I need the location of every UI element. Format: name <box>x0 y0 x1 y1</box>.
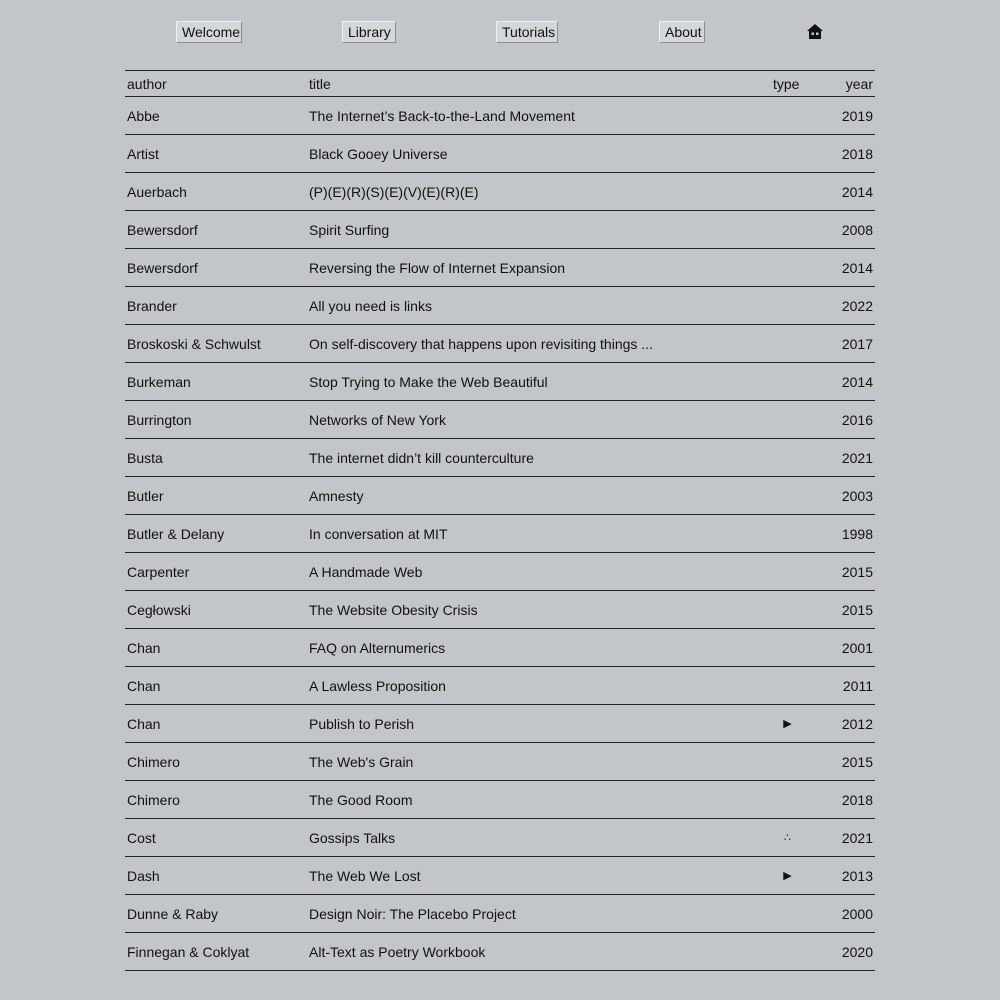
author-cell: Dunne & Raby <box>127 906 219 922</box>
table-row[interactable] <box>125 249 875 287</box>
play-icon: ▶ <box>783 718 792 730</box>
year-cell: 2015 <box>841 564 873 580</box>
author-cell: Chan <box>127 678 161 694</box>
dots-triangle-icon: ∴ <box>784 832 791 844</box>
author-cell: Chimero <box>127 754 180 770</box>
year-cell: 2003 <box>841 488 873 504</box>
table-row[interactable] <box>125 287 875 325</box>
home-icon[interactable] <box>806 23 824 41</box>
table-row[interactable] <box>125 515 875 553</box>
year-cell: 2011 <box>842 678 873 694</box>
title-link[interactable]: In conversation at MIT <box>309 526 448 542</box>
author-cell: Cegłowski <box>127 602 191 618</box>
table-row[interactable] <box>125 363 875 401</box>
title-link[interactable]: Design Noir: The Placebo Project <box>309 906 516 922</box>
author-cell: Butler & Delany <box>127 526 225 542</box>
table-row[interactable] <box>125 135 875 173</box>
top-nav <box>0 21 1000 45</box>
table-row[interactable] <box>125 933 875 971</box>
year-cell: 2000 <box>841 906 873 922</box>
author-cell: Brander <box>127 298 177 314</box>
year-cell: 2015 <box>841 602 873 618</box>
table-row[interactable] <box>125 819 875 857</box>
table-row[interactable] <box>125 857 875 895</box>
table-row[interactable] <box>125 401 875 439</box>
table-row[interactable] <box>125 591 875 629</box>
title-link[interactable]: Stop Trying to Make the Web Beautiful <box>309 374 548 390</box>
author-cell: Dash <box>127 868 160 884</box>
year-cell: 2018 <box>841 146 873 162</box>
nav-welcome-button[interactable]: Welcome <box>176 21 242 43</box>
table-row[interactable] <box>125 325 875 363</box>
title-link[interactable]: The Internet’s Back-to-the-Land Movement <box>309 108 575 124</box>
title-link[interactable]: FAQ on Alternumerics <box>309 640 446 656</box>
title-link[interactable]: (P)(E)(R)(S)(E)(V)(E)(R)(E) <box>309 184 479 200</box>
table-row[interactable] <box>125 173 875 211</box>
nav-tutorials-button[interactable]: Tutorials <box>496 21 558 43</box>
author-cell: Bewersdorf <box>127 260 198 276</box>
author-cell: Bewersdorf <box>127 222 198 238</box>
year-cell: 2021 <box>841 450 873 466</box>
author-cell: Broskoski & Schwulst <box>127 336 261 352</box>
table-row[interactable] <box>125 895 875 933</box>
title-link[interactable]: On self-discovery that happens upon revisiting things ... <box>309 336 653 352</box>
author-cell: Carpenter <box>127 564 190 580</box>
author-cell: Chimero <box>127 792 180 808</box>
year-cell: 2017 <box>841 336 873 352</box>
title-link[interactable]: The Website Obesity Crisis <box>309 602 478 618</box>
table-row[interactable] <box>125 211 875 249</box>
year-cell: 2022 <box>841 298 873 314</box>
author-cell: Auerbach <box>127 184 187 200</box>
title-link[interactable]: The Good Room <box>309 792 413 808</box>
author-cell: Abbe <box>127 108 160 124</box>
header-title[interactable]: title <box>309 76 331 92</box>
header-author[interactable]: author <box>127 76 167 92</box>
title-link[interactable]: Spirit Surfing <box>309 222 390 238</box>
year-cell: 2013 <box>841 868 873 884</box>
table-row[interactable] <box>125 781 875 819</box>
author-cell: Finnegan & Coklyat <box>127 944 250 960</box>
table-row[interactable] <box>125 667 875 705</box>
title-link[interactable]: A Handmade Web <box>309 564 423 580</box>
author-cell: Cost <box>127 830 156 846</box>
nav-about-button[interactable]: About <box>659 21 705 43</box>
year-cell: 2001 <box>841 640 873 656</box>
title-link[interactable]: Black Gooey Universe <box>309 146 448 162</box>
year-cell: 2016 <box>841 412 873 428</box>
title-link[interactable]: Alt-Text as Poetry Workbook <box>309 944 486 960</box>
year-cell: 2008 <box>841 222 873 238</box>
play-icon: ▶ <box>783 870 792 882</box>
year-cell: 2014 <box>841 260 873 276</box>
library-table <box>125 70 875 971</box>
title-link[interactable]: Gossips Talks <box>309 830 396 846</box>
table-row[interactable] <box>125 439 875 477</box>
year-cell: 2015 <box>841 754 873 770</box>
year-cell: 2020 <box>841 944 873 960</box>
title-link[interactable]: Publish to Perish <box>309 716 415 732</box>
author-cell: Burrington <box>127 412 192 428</box>
title-link[interactable]: A Lawless Proposition <box>309 678 446 694</box>
title-link[interactable]: The Web's Grain <box>309 754 414 770</box>
table-row[interactable] <box>125 629 875 667</box>
author-cell: Chan <box>127 716 161 732</box>
title-link[interactable]: Networks of New York <box>309 412 446 428</box>
table-row[interactable] <box>125 477 875 515</box>
table-row[interactable] <box>125 97 875 135</box>
year-cell: 2012 <box>841 716 873 732</box>
year-cell: 2014 <box>841 184 873 200</box>
author-cell: Busta <box>127 450 163 466</box>
table-header-row <box>125 71 875 97</box>
author-cell: Chan <box>127 640 161 656</box>
author-cell: Artist <box>127 146 159 162</box>
nav-library-button[interactable]: Library <box>342 21 396 43</box>
title-link[interactable]: Reversing the Flow of Internet Expansion <box>309 260 566 276</box>
table-row[interactable] <box>125 553 875 591</box>
year-cell: 2021 <box>841 830 873 846</box>
year-cell: 2019 <box>841 108 873 124</box>
author-cell: Burkeman <box>127 374 191 390</box>
table-body <box>125 97 875 971</box>
header-year[interactable]: year <box>845 76 873 92</box>
year-cell: 2014 <box>841 374 873 390</box>
table-row[interactable] <box>125 705 875 743</box>
table-row[interactable] <box>125 743 875 781</box>
year-cell: 1998 <box>841 526 873 542</box>
author-cell: Butler <box>127 488 164 504</box>
title-link[interactable]: The internet didn’t kill counterculture <box>309 450 534 466</box>
title-link[interactable]: Amnesty <box>309 488 364 504</box>
header-type[interactable]: type <box>773 76 800 92</box>
title-link[interactable]: All you need is links <box>309 298 432 314</box>
year-cell: 2018 <box>841 792 873 808</box>
title-link[interactable]: The Web We Lost <box>309 868 421 884</box>
